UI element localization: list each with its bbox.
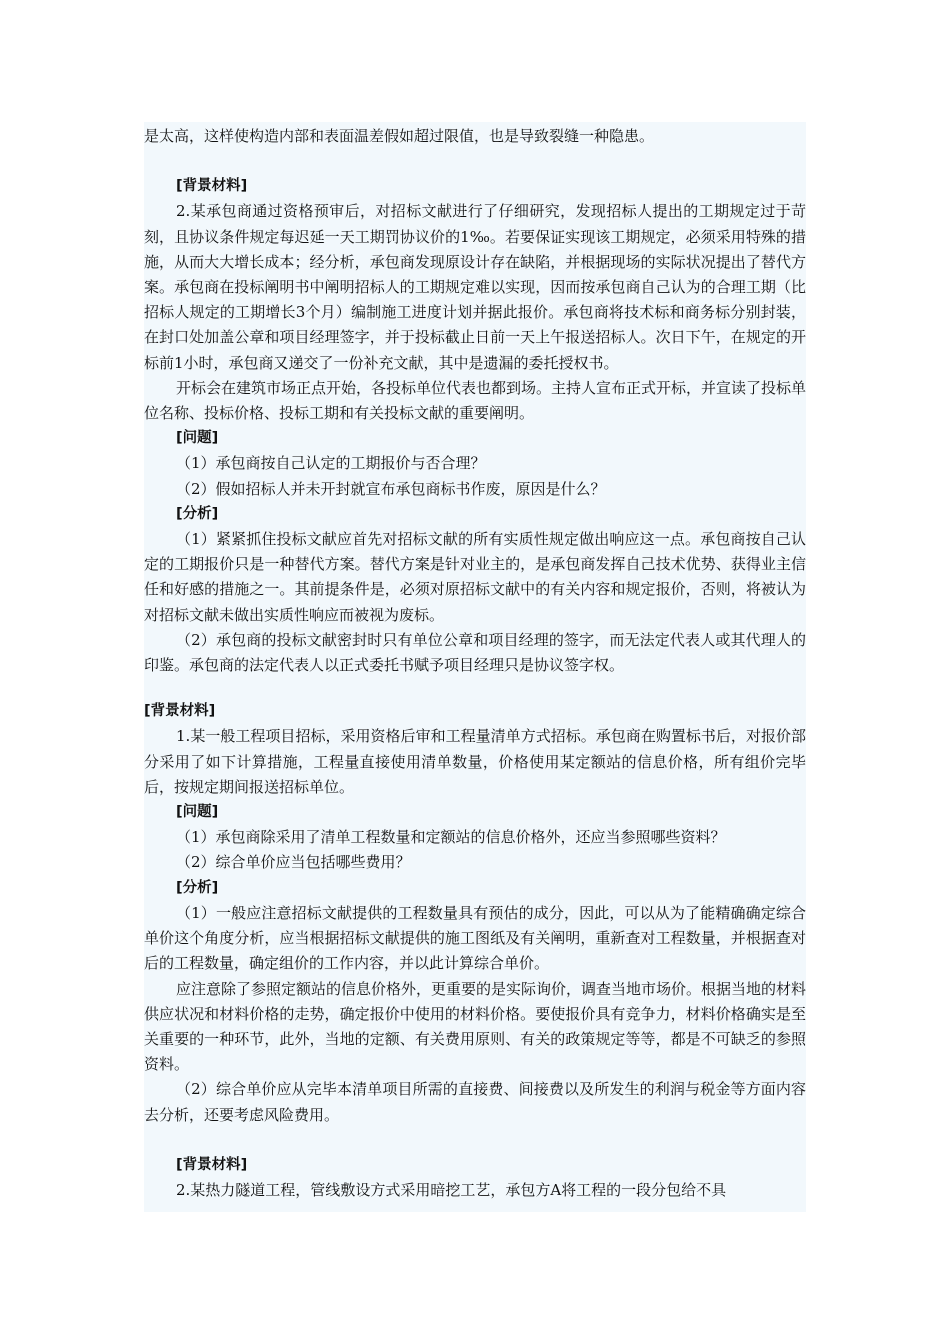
analysis-1: （1）紧紧抓住投标文献应首先对招标文献的所有实质性规定做出响应这一点。承包商按自己认定的工期报价只是一种替代方案。替代方案是针对业主的，是承包商发挥自己技术优势、获得业主信任和好感的措施之一。其前提条件是，必须对原招标文献中的有关内容和规定报价，否则，将被认为对招标文献未做出实质性响应而被视为废标。 <box>144 530 806 624</box>
question-1: （1）承包商按自己认定的工期报价与否合理？ <box>176 454 486 473</box>
heading-background-2: [背景材料] <box>144 703 216 720</box>
heading-analysis-1: [分析] <box>176 505 219 522</box>
heading-question-2: [问题] <box>176 804 219 821</box>
question-3: （1）承包商除采用了清单工程数量和定额站的信息价格外，还应当参照哪些资料？ <box>176 828 726 847</box>
analysis-2: （2）承包商的投标文献密封时只有单位公章和项目经理的签字，而无法定代表人或其代理人的印鉴。承包商的法定代表人以正式委托书赋予项目经理只是协议签字权。 <box>144 630 806 675</box>
paragraph-case-tunnel: 2.某热力隧道工程，管线敷设方式采用暗挖工艺，承包方A将工程的一段分包给不具 <box>176 1180 727 1199</box>
question-4: （2）综合单价应当包括哪些费用？ <box>176 853 411 872</box>
paragraph-opening: 开标会在建筑市场正点开始，各投标单位代表也都到场。主持人宣布正式开标，并宣读了投标单位名称、投标价格、投标工期和有关投标文献的重要阐明。 <box>144 378 807 423</box>
paragraph-continuation: 是太高，这样使构造内部和表面温差假如超过限值，也是导致裂缝一种隐患。 <box>144 127 655 145</box>
question-2: （2）假如招标人并未开封就宣布承包商标书作废，原因是什么？ <box>176 479 606 498</box>
analysis-3: （1）一般应注意招标文献提供的工程数量具有预估的成分，因此，可以从为了能精确确定综合单价这个角度分析，应当根据招标文献提供的施工图纸及有关阐明，重新查对工程数量，并根据查对后的工程数量，确定组价的工作内容，并以此计算综合单价。 <box>144 903 806 973</box>
paragraph-case-2: 2.某承包商通过资格预审后，对招标文献进行了仔细研究，发现招标人提出的工期规定过于苛刻，且协议条件规定每迟延一天工期罚协议价的1‰。若要保证实现该工期规定，必须采用特殊的措施，从而大大增长成本；经分析，承包商发现原设计存在缺陷，并根据现场的实际状况提出了替代方案。承包商在投标阐明书中阐明招标人的工期规定难以实现，因而按承包商自己认为的合理工期（比招标人规定的工期增长3个月）编制施工进度计划并据此报价。承包商将技术标和商务标分别封装，在封口处加盖公章和项目经理签字，并于投标截止日前一天上午报送招标人。次日下午，在规定的开标前1小时，承包商又递交了一份补充文献，其中是遗漏的委托授权书。 <box>144 202 806 372</box>
heading-analysis-2: [分析] <box>176 879 219 896</box>
document-body <box>144 124 806 1203</box>
analysis-5: （2）综合单价应从完毕本清单项目所需的直接费、间接费以及所发生的利润与税金等方面内容去分析，还要考虑风险费用。 <box>144 1080 806 1124</box>
heading-background-1: [背景材料] <box>176 178 248 195</box>
heading-background-3: [背景材料] <box>176 1156 248 1173</box>
heading-question-1: [问题] <box>176 430 219 447</box>
analysis-4: 应注意除了参照定额站的信息价格外，更重要的是实际询价，调查当地市场价。根据当地的材料供应状况和材料价格的走势，确定报价中使用的材料价格。要使报价具有竞争力，材料价格确实是至关重要的一种环节，此外，当地的定额、有关费用原则、有关的政策规定等等，都是不可缺乏的参照资料。 <box>144 979 807 1074</box>
paragraph-case-1: 1.某一般工程项目招标，采用资格后审和工程量清单方式招标。承包商在购置标书后，对报价部分采用了如下计算措施，工程量直接使用清单数量，价格使用某定额站的信息价格，所有组价完毕后，按规定期间报送招标单位。 <box>144 727 806 796</box>
